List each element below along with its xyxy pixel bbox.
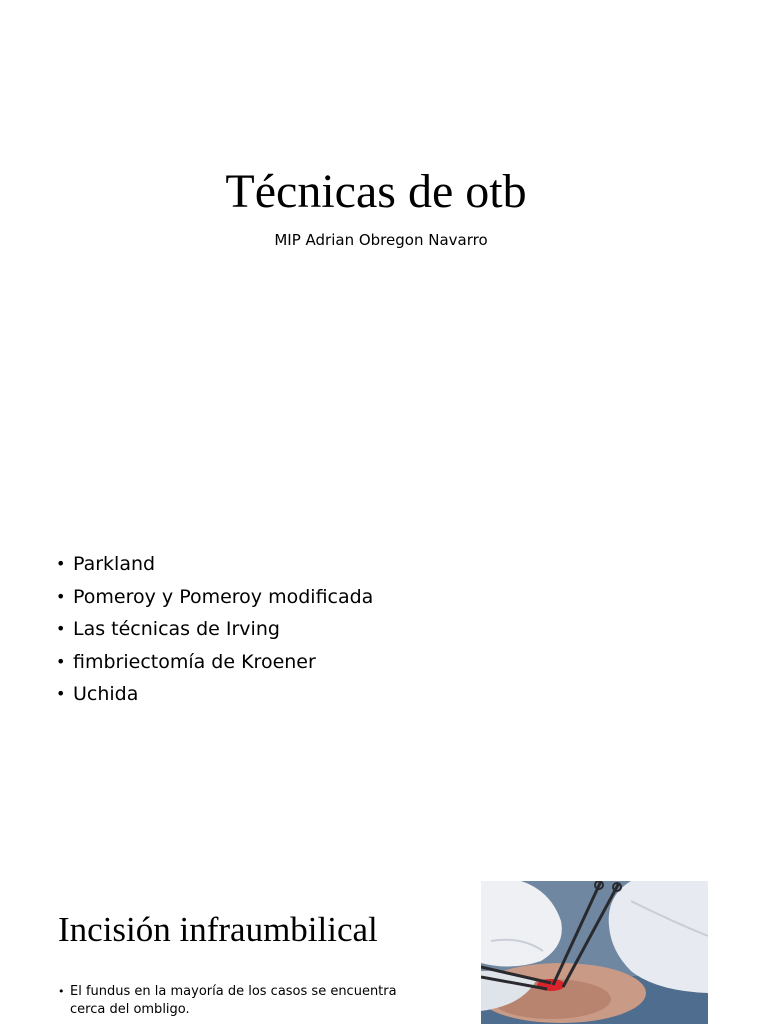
list-item	[56, 548, 373, 581]
surgery-photo-icon	[481, 881, 708, 1024]
techniques-list	[56, 548, 373, 711]
bullet-icon: •	[56, 554, 66, 573]
bullet-icon: •	[56, 684, 66, 703]
slide-title: Técnicas de otb	[225, 165, 527, 218]
list-item-text: fimbriectomía de Kroener	[73, 650, 316, 673]
slide-subtitle-author: MIP Adrian Obregon Navarro	[274, 231, 488, 249]
bullet-paragraph	[58, 983, 418, 1019]
list-item-text: Las técnicas de Irving	[73, 618, 280, 640]
list-item	[56, 581, 373, 614]
slide-heading: Incisión infraumbilical	[58, 910, 378, 949]
list-item	[56, 678, 373, 711]
bullet-icon: •	[56, 586, 66, 606]
bullet-icon: •	[56, 619, 66, 638]
techniques-list-slide	[0, 540, 768, 840]
bullet-icon: •	[58, 985, 65, 998]
list-item-text: Uchida	[73, 683, 139, 705]
surgery-photo	[481, 881, 708, 1024]
list-item-text: Parkland	[73, 553, 156, 575]
bullet-icon: •	[56, 651, 66, 671]
incision-slide	[0, 870, 768, 1024]
paragraph-text: El fundus en la mayoría de los casos se encuentra cerca del ombligo.	[70, 984, 397, 1017]
list-item	[56, 613, 373, 646]
list-item	[56, 646, 373, 679]
list-item-text: Pomeroy y Pomeroy modificada	[73, 585, 374, 608]
